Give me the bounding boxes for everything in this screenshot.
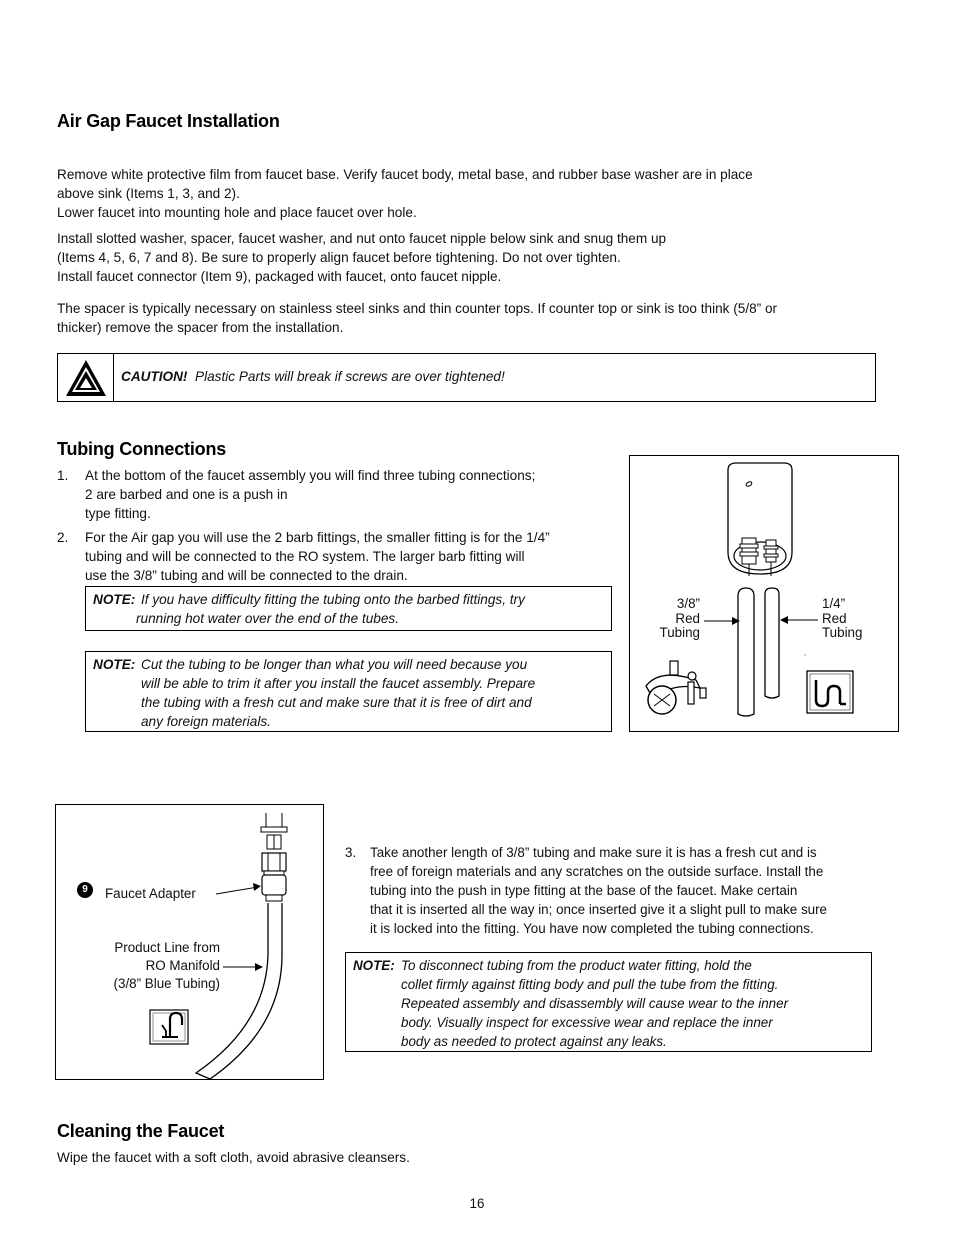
step-number: 1. bbox=[57, 468, 69, 483]
cleaning-text: Wipe the faucet with a soft cloth, avoid abrasive cleansers. bbox=[57, 1150, 410, 1165]
tubing-step-3 bbox=[345, 843, 905, 938]
text-line: the tubing with a fresh cut and make sure that it is free of dirt and bbox=[141, 695, 532, 710]
text-line: For the Air gap you will use the 2 barb fittings, the smaller fitting is for the 1/4” bbox=[85, 530, 550, 545]
cleaning-title: Cleaning the Faucet bbox=[57, 1121, 225, 1141]
text-line: use the 3/8” tubing and will be connected to the drain. bbox=[85, 568, 408, 583]
text-line: (3/8” Blue Tubing) bbox=[113, 976, 220, 991]
note-label: NOTE: bbox=[93, 592, 136, 607]
caution-box bbox=[57, 353, 876, 402]
air-gap-para-1 bbox=[57, 165, 753, 222]
text-line: Red bbox=[675, 610, 700, 626]
text-line: collet firmly against fitting body and pull the tube from the fitting. bbox=[401, 977, 779, 992]
caution-message: Plastic Parts will break if screws are over tightened! bbox=[195, 369, 505, 384]
text-line: Red bbox=[822, 610, 847, 626]
step-number: 3. bbox=[345, 845, 357, 860]
text-line: RO Manifold bbox=[145, 958, 220, 973]
product-line-label bbox=[86, 939, 220, 993]
faucet-tubing-figure bbox=[629, 455, 899, 732]
text-line: that it is inserted all the way in; once inserted give it a slight pull to make sure bbox=[370, 902, 828, 917]
step-number: 2. bbox=[57, 530, 69, 545]
text-line: thicker) remove the spacer from the installation. bbox=[57, 320, 344, 335]
text-line: running hot water over the end of the tubes. bbox=[136, 611, 399, 626]
figure-label-right bbox=[822, 597, 862, 641]
text-line: will be able to trim it after you install the faucet assembly. Prepare bbox=[141, 676, 536, 691]
list-item bbox=[345, 843, 905, 938]
item-number-badge bbox=[77, 882, 93, 898]
saddle-valve-icon bbox=[646, 661, 706, 714]
text-line: Lower faucet into mounting hole and place faucet over hole. bbox=[57, 205, 417, 220]
text-line: Cut the tubing to be longer than what you will need because you bbox=[141, 657, 528, 672]
text-line: The spacer is typically necessary on stainless steel sinks and thin counter tops. If counter top or sink is too think (5/8” or bbox=[57, 301, 778, 316]
note-label: NOTE: bbox=[353, 958, 395, 973]
air-gap-title: Air Gap Faucet Installation bbox=[57, 111, 280, 131]
text-line: tubing and will be connected to the RO system. The larger barb fitting will bbox=[85, 549, 525, 564]
text-line: Install slotted washer, spacer, faucet washer, and nut onto faucet nipple below sink and snug them up bbox=[57, 231, 667, 246]
text-line: Tubing bbox=[822, 625, 863, 640]
text-line: type fitting. bbox=[85, 506, 151, 521]
text-line: above sink (Items 1, 3, and 2). bbox=[57, 186, 240, 201]
figure-label-left bbox=[652, 597, 700, 641]
text-line: body as needed to protect against any leaks. bbox=[401, 1034, 667, 1049]
caution-icon-cell bbox=[58, 354, 114, 401]
text-line: 2 are barbed and one is a push in bbox=[85, 487, 288, 502]
text-line: 1/4” bbox=[822, 596, 846, 611]
text-line: (Items 4, 5, 6, 7 and 8). Be sure to properly align faucet before tightening. Do not over tighten. bbox=[57, 250, 621, 265]
note-box bbox=[345, 952, 872, 1052]
text-line: 3/8” bbox=[676, 596, 700, 611]
text-line: Repeated assembly and disassembly will cause wear to the inner bbox=[401, 996, 789, 1011]
text-line: any foreign materials. bbox=[141, 714, 271, 729]
list-item bbox=[57, 528, 617, 585]
text-line: Take another length of 3/8” tubing and make sure it is has a fresh cut and is bbox=[370, 845, 817, 860]
tubing-steps-list bbox=[57, 466, 617, 585]
faucet-adapter-label: Faucet Adapter bbox=[105, 886, 196, 901]
text-line: At the bottom of the faucet assembly you will find three tubing connections; bbox=[85, 468, 536, 483]
warning-triangle-icon bbox=[64, 358, 108, 398]
note-box bbox=[85, 651, 612, 732]
caution-label: CAUTION! bbox=[121, 369, 188, 384]
list-item bbox=[57, 466, 617, 523]
note-content bbox=[93, 655, 603, 731]
air-gap-para-3 bbox=[57, 299, 777, 337]
air-gap-para-2 bbox=[57, 229, 666, 286]
text-line: Product Line from bbox=[114, 940, 220, 955]
text-line: Install faucet connector (Item 9), packaged with faucet, onto faucet nipple. bbox=[57, 269, 502, 284]
text-line: it is locked into the fitting. You have now completed the tubing connections. bbox=[370, 921, 814, 936]
drain-trap-icon bbox=[807, 671, 853, 713]
faucet-icon bbox=[150, 1010, 188, 1044]
faucet-body-drawing bbox=[630, 456, 898, 731]
faucet-adapter-figure bbox=[55, 804, 324, 1080]
item-number: 9 bbox=[82, 884, 88, 895]
note-content bbox=[93, 590, 603, 628]
text-line: To disconnect tubing from the product water fitting, hold the bbox=[401, 958, 752, 973]
text-line: Remove white protective film from faucet base. Verify faucet body, metal base, and rubber base washer are in place bbox=[57, 167, 753, 182]
text-line: body. Visually inspect for excessive wear and replace the inner bbox=[401, 1015, 773, 1030]
caution-text bbox=[121, 369, 505, 384]
text-line: Tubing bbox=[659, 625, 700, 640]
note-label: NOTE: bbox=[93, 657, 136, 672]
page-number: 16 bbox=[469, 1196, 485, 1211]
note-content bbox=[353, 956, 868, 1051]
tubing-title: Tubing Connections bbox=[57, 439, 227, 459]
text-line: free of foreign materials and any scratches on the outside surface. Install the bbox=[370, 864, 824, 879]
text-line: tubing into the push in type fitting at the base of the faucet. Make certain bbox=[370, 883, 798, 898]
note-box bbox=[85, 586, 612, 631]
text-line: If you have difficulty fitting the tubing onto the barbed fittings, try bbox=[141, 592, 525, 607]
